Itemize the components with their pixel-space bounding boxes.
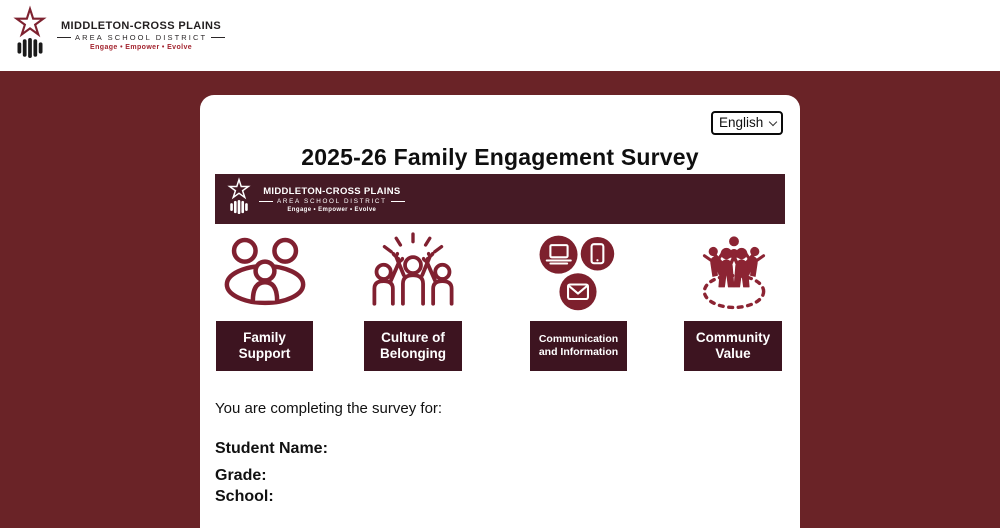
site-header	[0, 0, 1000, 71]
community-icon	[696, 233, 772, 312]
devices-icon	[535, 232, 621, 318]
school-label: School:	[215, 488, 274, 505]
family-icon	[219, 236, 311, 306]
district-logo-icon-white	[225, 176, 253, 222]
district-tagline: Engage • Empower • Evolve	[90, 44, 193, 51]
survey-title: 2025-26 Family Engagement Survey	[301, 144, 699, 170]
pillar-community-value: Community Value	[684, 321, 782, 371]
celebration-icon	[366, 231, 460, 306]
pillar-family-support: Family Support	[216, 321, 313, 371]
banner-logo	[215, 174, 785, 224]
district-banner	[215, 174, 785, 224]
banner-district-tagline: Engage • Empower • Evolve	[287, 206, 377, 213]
district-logo-text	[57, 20, 225, 51]
student-fields	[215, 438, 328, 507]
language-select[interactable]	[711, 111, 783, 135]
district-name: MIDDLETON-CROSS PLAINS	[60, 20, 222, 32]
banner-logo-text	[259, 186, 405, 213]
banner-district-name: MIDDLETON-CROSS PLAINS	[263, 185, 401, 197]
pillar-communication-information: Communication and Information	[530, 321, 627, 371]
district-subtitle: AREA SCHOOL DISTRICT	[57, 33, 225, 42]
district-logo-icon	[10, 4, 50, 67]
pillar-culture-of-belonging: Culture of Belonging	[364, 321, 462, 371]
language-selector[interactable]	[711, 111, 783, 135]
survey-intro-text: You are completing the survey for:	[215, 400, 443, 417]
student-name-label: Student Name:	[215, 440, 328, 457]
banner-district-subtitle: AREA SCHOOL DISTRICT	[259, 198, 405, 205]
survey-card	[200, 95, 800, 528]
grade-label: Grade:	[215, 467, 267, 484]
